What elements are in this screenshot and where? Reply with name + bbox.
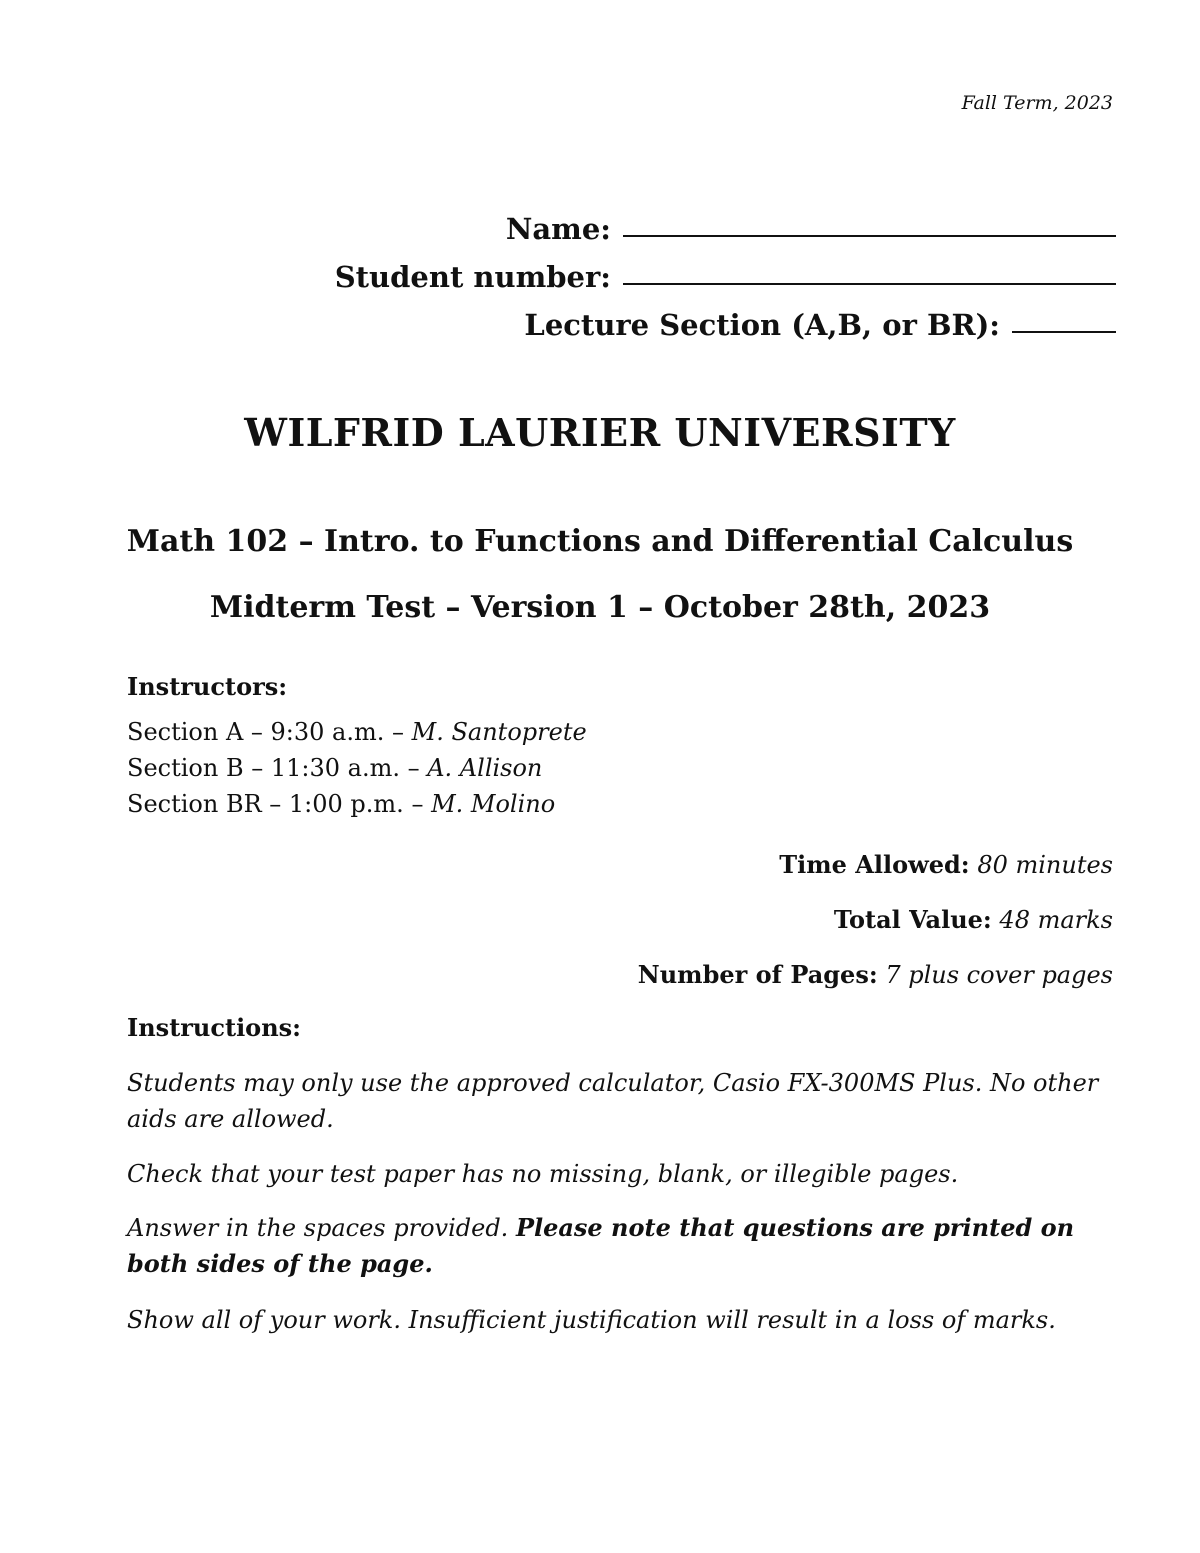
student-number-blank-line[interactable] — [623, 282, 1116, 285]
number-of-pages-value: 7 plus cover pages — [885, 961, 1113, 989]
total-value-value: 48 marks — [999, 906, 1113, 934]
name-label: Name: — [505, 212, 611, 246]
section-br-instructor: M. Molino — [431, 790, 556, 818]
term-label: Fall Term, 2023 — [961, 92, 1113, 114]
section-a-instructor: M. Santoprete — [411, 718, 587, 746]
lecture-section-label: Lecture Section (A,B, or BR): — [524, 308, 1000, 342]
section-a-line — [127, 718, 587, 746]
instructors-heading: Instructors: — [127, 672, 288, 701]
time-allowed-label: Time Allowed: — [779, 850, 970, 879]
lecture-section-blank-line[interactable] — [1012, 330, 1116, 333]
instruction-calculator: Students may only use the approved calculator, Casio FX-300MS Plus. No other aids are allowed. — [127, 1069, 1099, 1133]
section-a-text: Section A – 9:30 a.m. – — [127, 718, 412, 746]
student-number-label: Student number: — [334, 260, 611, 294]
instructions-heading: Instructions: — [127, 1013, 302, 1042]
student-number-field[interactable] — [335, 260, 1116, 294]
name-field[interactable] — [506, 212, 1116, 246]
university-title: WILFRID LAURIER UNIVERSITY — [244, 410, 956, 455]
number-of-pages — [638, 960, 1113, 989]
instruction-answer-emphasis: Please note that questions are printed on both sides of the page. — [127, 1213, 1075, 1278]
section-b-line — [127, 754, 542, 782]
instruction-check-pages: Check that your test paper has no missing, blank, or illegible pages. — [127, 1160, 959, 1188]
time-allowed — [779, 850, 1113, 879]
number-of-pages-label: Number of Pages: — [637, 960, 878, 989]
section-b-instructor: A. Allison — [427, 754, 543, 782]
course-title: Math 102 – Intro. to Functions and Differential Calculus — [126, 524, 1074, 559]
instruction-answer-spaces — [127, 1210, 1117, 1282]
section-br-text: Section BR – 1:00 p.m. – — [127, 790, 432, 818]
time-allowed-value: 80 minutes — [977, 851, 1113, 879]
total-value — [834, 905, 1113, 934]
section-br-line — [127, 790, 555, 818]
instruction-show-work: Show all of your work. Insufficient justification will result in a loss of marks. — [127, 1306, 1056, 1334]
instruction-answer-plain: Answer in the spaces provided. — [127, 1214, 516, 1242]
name-blank-line[interactable] — [623, 234, 1116, 237]
test-title: Midterm Test – Version 1 – October 28th, 2023 — [209, 590, 991, 625]
section-b-text: Section B – 11:30 a.m. – — [127, 754, 428, 782]
lecture-section-field[interactable] — [524, 308, 1116, 342]
total-value-label: Total Value: — [833, 905, 992, 934]
